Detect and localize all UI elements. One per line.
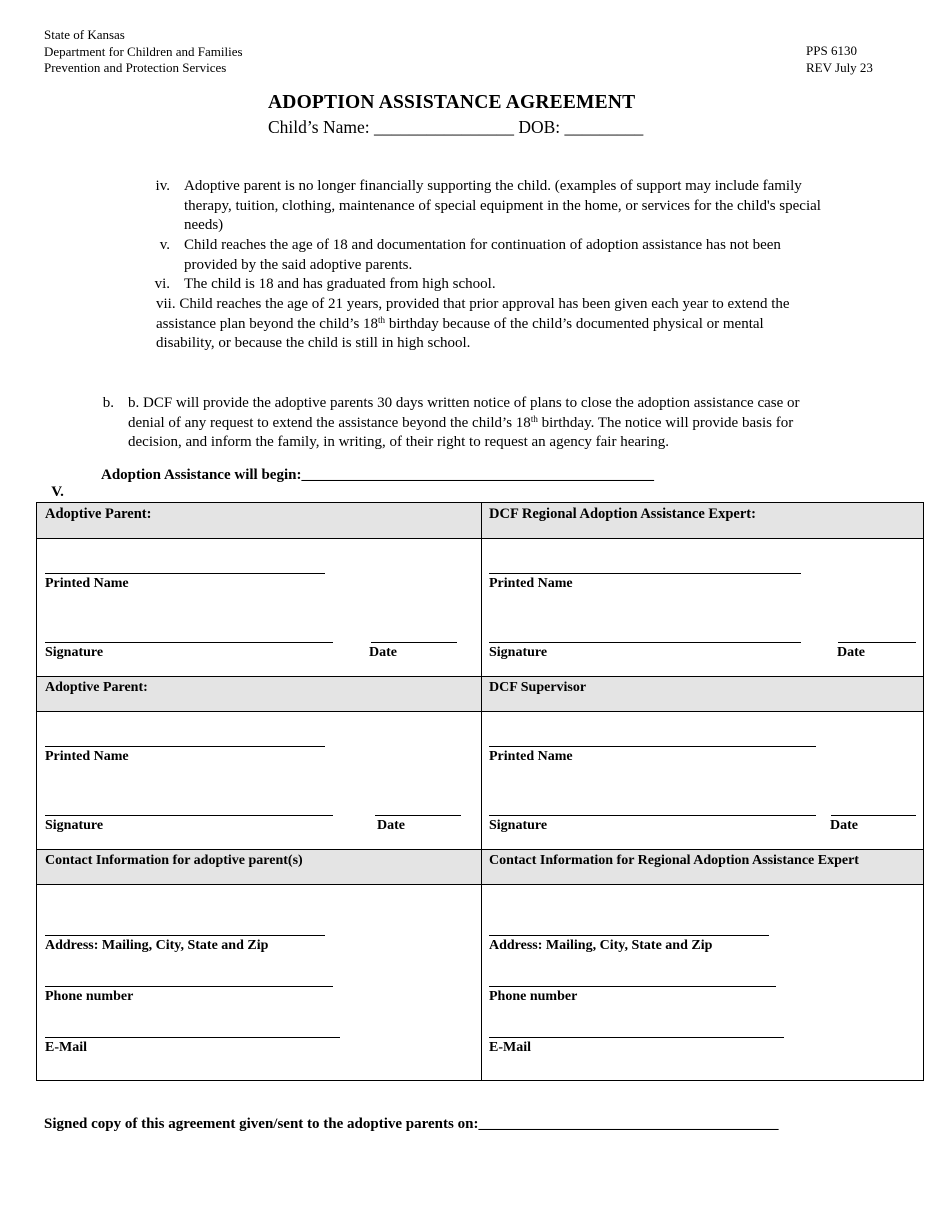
list-item-number: v. (159, 237, 170, 253)
list-item-line: Adoptive parent is no longer financially supporting the child. (examples of support may include family (184, 178, 802, 194)
dcf-supervisor-heading: DCF Supervisor (489, 680, 587, 695)
agency-line-department: Department for Children and Families (44, 43, 243, 59)
printed-name-line[interactable] (489, 573, 801, 574)
header-row-shade (37, 503, 923, 538)
printed-name-line[interactable] (489, 746, 816, 747)
signature-label: Signature (45, 645, 104, 660)
signed-copy-blank[interactable]: ________________________________________ (478, 1116, 779, 1132)
phone-label: Phone number (489, 989, 578, 1004)
address-label: Address: Mailing, City, State and Zip (45, 938, 269, 953)
signature-label: Signature (489, 818, 548, 833)
section-number: V. (51, 484, 64, 500)
agency-line-state: State of Kansas (44, 27, 125, 42)
list-item-line: The child is 18 and has graduated from high school. (184, 276, 496, 292)
list-item-line: denial of any request to extend the assistance beyond the child’s 18th birthday. The notice will provide basis for (128, 413, 794, 431)
header-row-shade (37, 676, 923, 711)
signature-line[interactable] (489, 642, 801, 643)
adoptive-contact-heading: Contact Information for adoptive parent(s) (45, 853, 303, 868)
adoptive-parent-1-heading: Adoptive Parent: (45, 506, 152, 522)
list-item-line: assistance plan beyond the child’s 18th birthday because of the child’s documented physical or mental (156, 314, 764, 332)
printed-name-line[interactable] (45, 573, 325, 574)
table-column-divider (481, 503, 482, 1080)
list-item-line: b. DCF will provide the adoptive parents 30 days written notice of plans to close the adoption assistance case or (128, 395, 800, 411)
dob-blank[interactable]: _________ (564, 117, 644, 137)
agency-line-division: Prevention and Protection Services (44, 60, 227, 75)
date-label: Date (369, 645, 397, 660)
phone-line[interactable] (489, 986, 776, 987)
address-label: Address: Mailing, City, State and Zip (489, 938, 713, 953)
signature-label: Signature (489, 645, 548, 660)
child-name-blank[interactable]: ________________ (373, 117, 514, 137)
assistance-begin-blank[interactable]: _______________________________________________ (301, 467, 654, 483)
signed-copy-field (44, 1116, 778, 1133)
list-item-line: disability, or because the child is still in high school. (156, 335, 471, 352)
date-line[interactable] (371, 642, 457, 643)
address-line[interactable] (489, 935, 769, 936)
list-item-number: vii. (156, 296, 176, 312)
signed-copy-label: Signed copy of this agreement given/sent to the adoptive parents on: (44, 1116, 479, 1132)
agency-header (44, 27, 243, 77)
signature-label: Signature (45, 818, 104, 833)
table-divider (37, 711, 923, 712)
printed-name-label: Printed Name (45, 749, 129, 764)
list-item-number: iv. (155, 178, 170, 194)
adoptive-parent-2-heading: Adoptive Parent: (45, 680, 148, 695)
email-line[interactable] (45, 1037, 340, 1038)
phone-line[interactable] (45, 986, 333, 987)
table-divider (37, 676, 923, 677)
signature-line[interactable] (45, 642, 333, 643)
email-label: E-Mail (45, 1040, 87, 1055)
phone-label: Phone number (45, 989, 134, 1004)
form-number: PPS 6130 (806, 43, 857, 58)
form-id-block (806, 43, 873, 76)
date-label: Date (830, 818, 858, 833)
signature-line[interactable] (489, 815, 816, 816)
signature-table (36, 502, 924, 1081)
printed-name-label: Printed Name (45, 576, 129, 591)
list-item-line: Child reaches the age of 18 and documentation for continuation of adoption assistance has not been (184, 237, 781, 253)
assistance-begin-field (101, 467, 654, 484)
date-line[interactable] (375, 815, 461, 816)
list-item-line: decision, and inform the family, in writing, of their right to request an agency fair hearing. (128, 434, 669, 451)
date-line[interactable] (831, 815, 916, 816)
dob-label: DOB: (518, 117, 561, 137)
form-revision: REV July 23 (806, 59, 873, 75)
regional-expert-heading: DCF Regional Adoption Assistance Expert: (489, 506, 756, 522)
child-info-line (268, 117, 643, 138)
list-item-number: b. (102, 395, 114, 411)
email-label: E-Mail (489, 1040, 531, 1055)
printed-name-label: Printed Name (489, 576, 573, 591)
printed-name-line[interactable] (45, 746, 325, 747)
child-name-label: Child’s Name: (268, 117, 370, 137)
list-item-line: vii. Child reaches the age of 21 years, provided that prior approval has been given each year to extend the (156, 296, 790, 312)
email-line[interactable] (489, 1037, 784, 1038)
address-line[interactable] (45, 935, 325, 936)
date-line[interactable] (838, 642, 916, 643)
page-title: ADOPTION ASSISTANCE AGREEMENT (268, 92, 636, 113)
table-divider (37, 884, 923, 885)
list-item-line: provided by the said adoptive parents. (184, 256, 413, 273)
list-item-line: therapy, tuition, clothing, maintenance of special equipment in the home, or services for the child's special (184, 197, 821, 214)
list-item-vii (156, 295, 926, 354)
printed-name-label: Printed Name (489, 749, 573, 764)
date-label: Date (377, 818, 405, 833)
signature-line[interactable] (45, 815, 333, 816)
list-item-number: vi. (154, 276, 170, 292)
table-divider (37, 538, 923, 539)
assistance-begin-label: Adoption Assistance will begin: (101, 467, 302, 483)
table-divider (37, 849, 923, 850)
expert-contact-heading: Contact Information for Regional Adoption Assistance Expert (489, 853, 859, 868)
date-label: Date (837, 645, 865, 660)
list-item-line: needs) (184, 217, 224, 234)
